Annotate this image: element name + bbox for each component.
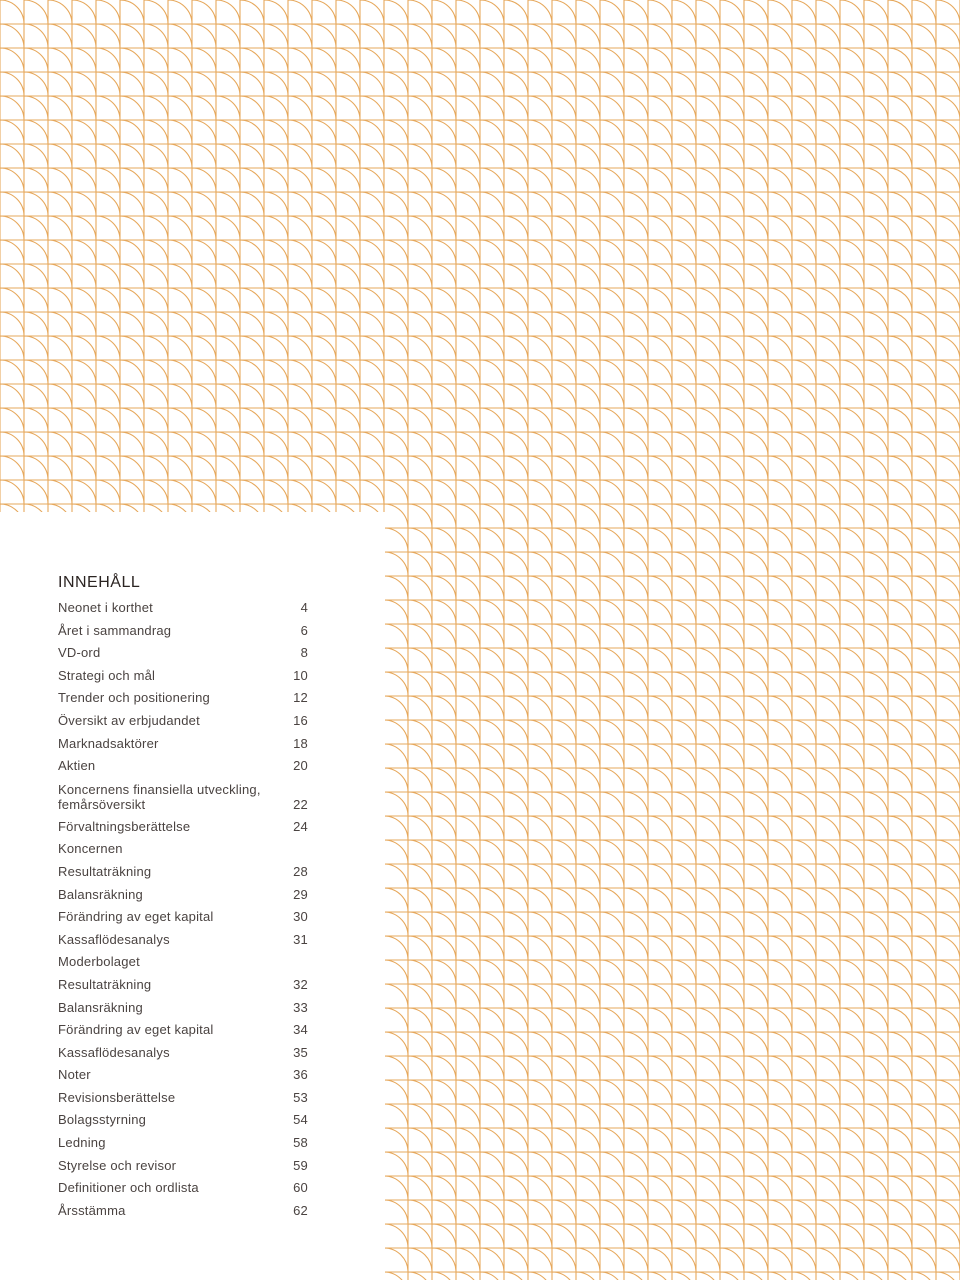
toc-item-page: 20 xyxy=(293,758,308,774)
toc-item-label: Aktien xyxy=(58,758,96,774)
toc-item-page: 53 xyxy=(293,1089,308,1105)
toc-item[interactable] xyxy=(58,687,308,710)
toc-title: INNEHÅLL xyxy=(58,574,141,591)
toc-item-label: Strategi och mål xyxy=(58,667,156,683)
toc-item-label: Moderbolaget xyxy=(58,954,140,970)
toc-item[interactable] xyxy=(58,620,308,643)
toc-item-page: 54 xyxy=(293,1112,308,1128)
toc-item[interactable] xyxy=(58,1042,308,1065)
toc-item[interactable] xyxy=(58,1019,308,1042)
toc-item-label: Marknadsaktörer xyxy=(58,735,159,751)
toc-item-label: Neonet i korthet xyxy=(58,600,153,615)
toc-item[interactable] xyxy=(58,1155,308,1178)
toc-item-label: Koncernen xyxy=(58,841,123,857)
toc-list xyxy=(58,597,308,1222)
toc-item-page: 8 xyxy=(300,645,308,661)
toc-item[interactable] xyxy=(58,884,308,907)
toc-item[interactable] xyxy=(58,1132,308,1155)
toc-item-label: Översikt av erbjudandet xyxy=(58,712,200,728)
toc-item[interactable] xyxy=(58,838,308,861)
toc-item-label: Bolagsstyrning xyxy=(58,1112,147,1128)
toc-item[interactable] xyxy=(58,778,308,816)
toc-item[interactable] xyxy=(58,642,308,665)
toc-item[interactable] xyxy=(58,755,308,778)
toc-item-label: Noter xyxy=(58,1067,91,1083)
toc-item-label: Balansräkning xyxy=(58,886,143,902)
toc-item-label: Årsstämma xyxy=(58,1202,126,1218)
toc-item[interactable] xyxy=(58,929,308,952)
toc-item-label: Balansräkning xyxy=(58,999,143,1015)
toc-item-page: 35 xyxy=(293,1044,308,1060)
toc-item-page: 32 xyxy=(293,976,308,992)
toc-item[interactable] xyxy=(58,710,308,733)
toc-item[interactable] xyxy=(58,1109,308,1132)
toc-item-page: 58 xyxy=(293,1135,308,1151)
toc-item-label: Resultaträkning xyxy=(58,863,152,879)
toc-item[interactable] xyxy=(58,861,308,884)
toc-item[interactable] xyxy=(58,597,308,620)
toc-item-page: 29 xyxy=(293,886,308,902)
toc-item[interactable] xyxy=(58,1064,308,1087)
toc-item-label: Kassaflödesanalys xyxy=(58,931,170,947)
toc-item[interactable] xyxy=(58,1200,308,1223)
toc-item-page: 24 xyxy=(293,818,308,834)
toc-item-page: 28 xyxy=(293,863,308,879)
toc-item[interactable] xyxy=(58,974,308,997)
toc-item-label: VD-ord xyxy=(58,645,101,661)
toc-item-page: 62 xyxy=(293,1202,308,1218)
toc-item-page: 6 xyxy=(300,622,308,638)
toc-item-page: 22 xyxy=(293,796,308,812)
toc-item-page: 36 xyxy=(293,1067,308,1083)
toc-item-label: Kassaflödesanalys xyxy=(58,1044,170,1060)
toc-item-page: 16 xyxy=(293,712,308,728)
toc-item-label: Resultaträkning xyxy=(58,976,152,992)
toc-item-page: 4 xyxy=(300,600,308,615)
toc-item-page: 10 xyxy=(293,667,308,683)
toc-item-page: 30 xyxy=(293,909,308,925)
toc-item-label: Förändring av eget kapital xyxy=(58,1022,214,1038)
toc-item-label: Ledning xyxy=(58,1135,106,1151)
toc-item-page: 59 xyxy=(293,1157,308,1173)
toc-item-label: Förändring av eget kapital xyxy=(58,909,214,925)
toc-item-page: 18 xyxy=(293,735,308,751)
toc-item-label: Revisionsberättelse xyxy=(58,1089,176,1105)
toc-item-page: 31 xyxy=(293,931,308,947)
toc-item[interactable] xyxy=(58,816,308,839)
toc-item[interactable] xyxy=(58,1177,308,1200)
toc-item-label: Definitioner och ordlista xyxy=(58,1180,199,1196)
toc-item-label: Förvaltningsberättelse xyxy=(58,818,191,834)
toc-item-page: 34 xyxy=(293,1022,308,1038)
toc-item[interactable] xyxy=(58,665,308,688)
toc-item-page: 33 xyxy=(293,999,308,1015)
toc-item-label: Styrelse och revisor xyxy=(58,1157,177,1173)
toc-item-label: Koncernens finansiella utveckling, femårsöversikt xyxy=(58,781,261,812)
toc-item[interactable] xyxy=(58,906,308,929)
toc-item[interactable] xyxy=(58,997,308,1020)
toc-item-page: 12 xyxy=(293,690,308,706)
toc-item[interactable] xyxy=(58,733,308,756)
toc-item-page: 60 xyxy=(293,1180,308,1196)
toc-item[interactable] xyxy=(58,951,308,974)
toc-item[interactable] xyxy=(58,1087,308,1110)
toc-item-label: Trender och positionering xyxy=(58,690,210,706)
toc-item-label: Året i sammandrag xyxy=(58,622,172,638)
